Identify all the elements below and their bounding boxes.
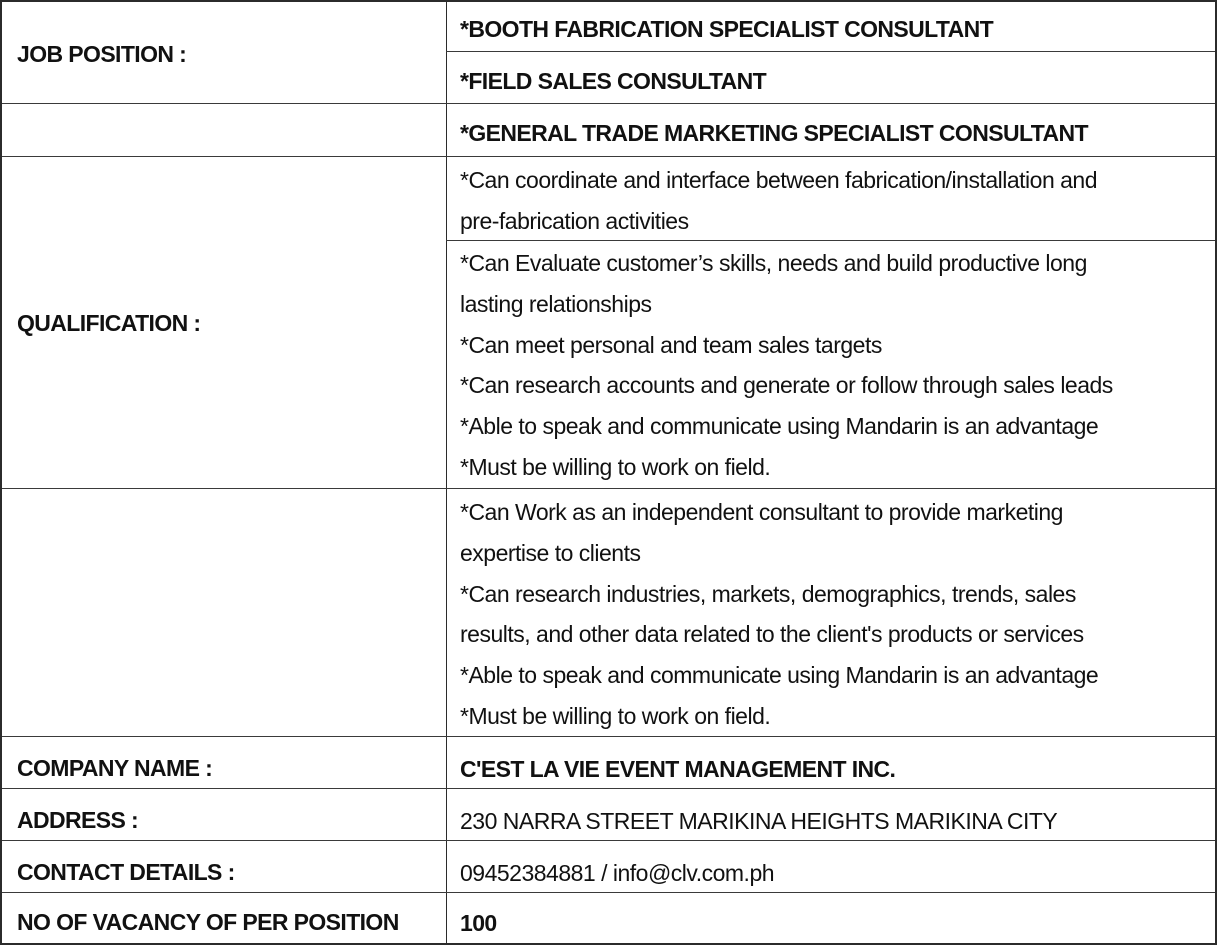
qualification-block-1 bbox=[460, 160, 1097, 242]
qualification-block-3 bbox=[460, 492, 1098, 737]
qualification-line: *Can Evaluate customer’s skills, needs and build productive long bbox=[460, 250, 1087, 276]
row-divider bbox=[2, 103, 1215, 104]
job-position-2: *FIELD SALES CONSULTANT bbox=[460, 68, 767, 94]
contact-details-label: CONTACT DETAILS : bbox=[17, 859, 235, 885]
qualification-block-2 bbox=[460, 243, 1113, 488]
qualification-line: *Can research accounts and generate or follow through sales leads bbox=[460, 372, 1113, 399]
row-divider bbox=[2, 156, 1215, 157]
qualification-line: pre-fabrication activities bbox=[460, 207, 689, 234]
qualification-line: *Can meet personal and team sales targets bbox=[460, 331, 882, 358]
row-divider bbox=[446, 51, 1215, 52]
qualification-line: *Can Work as an independent consultant to provide marketing bbox=[460, 499, 1063, 525]
address-label: ADDRESS : bbox=[17, 807, 139, 833]
company-name-value: C'EST LA VIE EVENT MANAGEMENT INC. bbox=[460, 756, 896, 782]
row-divider bbox=[2, 840, 1215, 841]
column-divider bbox=[446, 2, 447, 943]
row-divider bbox=[2, 488, 1215, 489]
row-divider bbox=[2, 788, 1215, 789]
company-name-label: COMPANY NAME : bbox=[17, 755, 213, 781]
row-divider bbox=[2, 892, 1215, 893]
job-position-3: *GENERAL TRADE MARKETING SPECIALIST CONSULTANT bbox=[460, 120, 1088, 146]
qualification-line: *Must be willing to work on field. bbox=[460, 702, 771, 729]
vacancy-value: 100 bbox=[460, 910, 497, 936]
qualification-line: *Able to speak and communicate using Mandarin is an advantage bbox=[460, 662, 1099, 689]
qualification-label: QUALIFICATION : bbox=[17, 310, 201, 336]
contact-details-value: 09452384881 / info@clv.com.ph bbox=[460, 860, 775, 886]
vacancy-label: NO OF VACANCY OF PER POSITION bbox=[17, 909, 399, 935]
qualification-line: *Can research industries, markets, demographics, trends, sales bbox=[460, 580, 1076, 607]
qualification-line: lasting relationships bbox=[460, 290, 652, 317]
job-position-1: *BOOTH FABRICATION SPECIALIST CONSULTANT bbox=[460, 16, 994, 42]
qualification-line: results, and other data related to the client's products or services bbox=[460, 621, 1084, 648]
address-value: 230 NARRA STREET MARIKINA HEIGHTS MARIKINA CITY bbox=[460, 808, 1058, 834]
qualification-line: expertise to clients bbox=[460, 539, 641, 566]
qualification-line: *Can coordinate and interface between fabrication/installation and bbox=[460, 167, 1097, 193]
job-position-label: JOB POSITION : bbox=[17, 41, 187, 67]
qualification-line: *Must be willing to work on field. bbox=[460, 453, 771, 480]
qualification-line: *Able to speak and communicate using Mandarin is an advantage bbox=[460, 413, 1099, 440]
